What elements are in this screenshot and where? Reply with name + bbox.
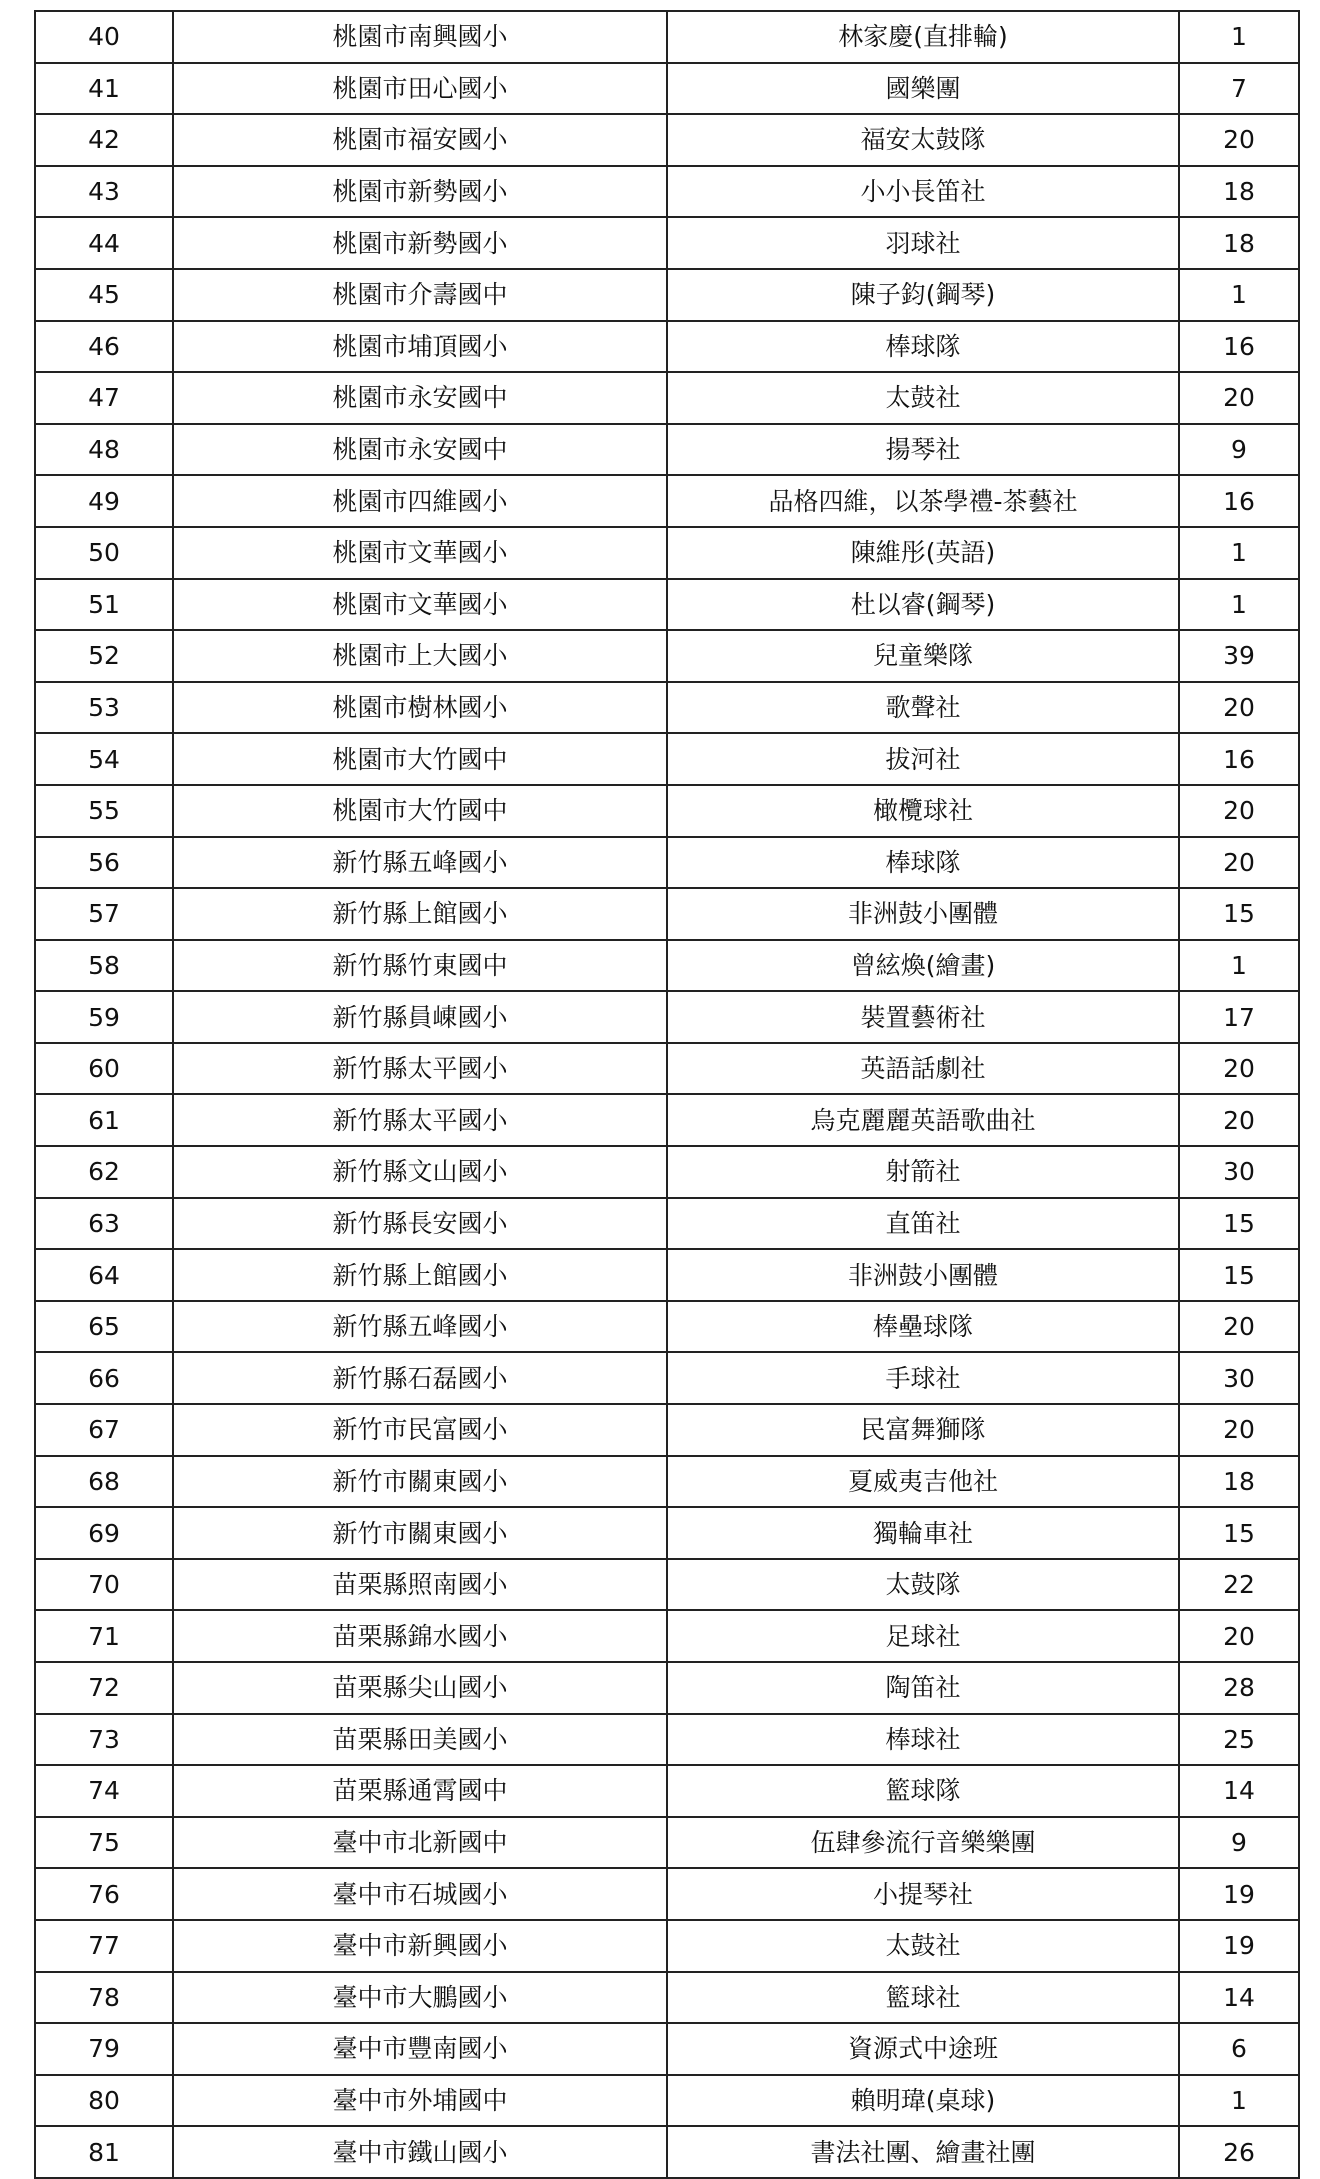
row-number-cell: 42 bbox=[35, 114, 173, 166]
club-name-cell: 夏威夷吉他社 bbox=[667, 1456, 1179, 1508]
club-name-cell: 陶笛社 bbox=[667, 1662, 1179, 1714]
row-number-cell: 73 bbox=[35, 1714, 173, 1766]
school-name-cell: 苗栗縣尖山國小 bbox=[173, 1662, 667, 1714]
table-row bbox=[35, 2023, 1299, 2075]
table-row bbox=[35, 1094, 1299, 1146]
row-number-cell: 58 bbox=[35, 940, 173, 992]
table-row bbox=[35, 1249, 1299, 1301]
school-name-cell: 桃園市文華國小 bbox=[173, 527, 667, 579]
row-number-cell: 46 bbox=[35, 321, 173, 373]
school-name-cell: 桃園市南興國小 bbox=[173, 11, 667, 63]
club-name-cell: 杜以睿(鋼琴) bbox=[667, 579, 1179, 631]
row-number-cell: 71 bbox=[35, 1610, 173, 1662]
participant-count-cell: 9 bbox=[1179, 1817, 1299, 1869]
school-name-cell: 新竹縣長安國小 bbox=[173, 1198, 667, 1250]
club-name-cell: 非洲鼓小團體 bbox=[667, 1249, 1179, 1301]
table-row bbox=[35, 940, 1299, 992]
school-name-cell: 臺中市豐南國小 bbox=[173, 2023, 667, 2075]
school-name-cell: 桃園市四維國小 bbox=[173, 475, 667, 527]
row-number-cell: 69 bbox=[35, 1507, 173, 1559]
club-name-cell: 資源式中途班 bbox=[667, 2023, 1179, 2075]
table-row bbox=[35, 527, 1299, 579]
school-name-cell: 新竹市關東國小 bbox=[173, 1507, 667, 1559]
club-name-cell: 國樂團 bbox=[667, 63, 1179, 115]
club-name-cell: 英語話劇社 bbox=[667, 1043, 1179, 1095]
school-name-cell: 桃園市田心國小 bbox=[173, 63, 667, 115]
participant-count-cell: 19 bbox=[1179, 1868, 1299, 1920]
row-number-cell: 53 bbox=[35, 682, 173, 734]
club-list-table-wrapper bbox=[34, 10, 1298, 2179]
row-number-cell: 43 bbox=[35, 166, 173, 218]
row-number-cell: 75 bbox=[35, 1817, 173, 1869]
table-row bbox=[35, 1301, 1299, 1353]
table-row bbox=[35, 114, 1299, 166]
participant-count-cell: 9 bbox=[1179, 424, 1299, 476]
school-name-cell: 新竹縣太平國小 bbox=[173, 1043, 667, 1095]
club-name-cell: 羽球社 bbox=[667, 217, 1179, 269]
table-row bbox=[35, 1352, 1299, 1404]
table-row bbox=[35, 1610, 1299, 1662]
table-row bbox=[35, 166, 1299, 218]
participant-count-cell: 1 bbox=[1179, 11, 1299, 63]
club-name-cell: 賴明瑋(桌球) bbox=[667, 2075, 1179, 2127]
table-row bbox=[35, 1817, 1299, 1869]
table-row bbox=[35, 733, 1299, 785]
club-list-table bbox=[34, 10, 1300, 2179]
row-number-cell: 59 bbox=[35, 991, 173, 1043]
row-number-cell: 74 bbox=[35, 1765, 173, 1817]
club-name-cell: 射箭社 bbox=[667, 1146, 1179, 1198]
participant-count-cell: 19 bbox=[1179, 1920, 1299, 1972]
club-name-cell: 太鼓隊 bbox=[667, 1559, 1179, 1611]
club-name-cell: 棒球隊 bbox=[667, 321, 1179, 373]
table-body bbox=[35, 11, 1299, 2178]
school-name-cell: 桃園市永安國中 bbox=[173, 424, 667, 476]
school-name-cell: 桃園市文華國小 bbox=[173, 579, 667, 631]
table-row bbox=[35, 1559, 1299, 1611]
school-name-cell: 臺中市新興國小 bbox=[173, 1920, 667, 1972]
club-name-cell: 小小長笛社 bbox=[667, 166, 1179, 218]
row-number-cell: 56 bbox=[35, 837, 173, 889]
club-name-cell: 福安太鼓隊 bbox=[667, 114, 1179, 166]
club-name-cell: 籃球社 bbox=[667, 1972, 1179, 2024]
school-name-cell: 桃園市大竹國中 bbox=[173, 733, 667, 785]
school-name-cell: 新竹市關東國小 bbox=[173, 1456, 667, 1508]
row-number-cell: 49 bbox=[35, 475, 173, 527]
participant-count-cell: 25 bbox=[1179, 1714, 1299, 1766]
participant-count-cell: 7 bbox=[1179, 63, 1299, 115]
table-row bbox=[35, 785, 1299, 837]
club-name-cell: 棒壘球隊 bbox=[667, 1301, 1179, 1353]
row-number-cell: 52 bbox=[35, 630, 173, 682]
row-number-cell: 44 bbox=[35, 217, 173, 269]
row-number-cell: 61 bbox=[35, 1094, 173, 1146]
participant-count-cell: 15 bbox=[1179, 1507, 1299, 1559]
school-name-cell: 新竹縣太平國小 bbox=[173, 1094, 667, 1146]
row-number-cell: 63 bbox=[35, 1198, 173, 1250]
table-row bbox=[35, 682, 1299, 734]
table-row bbox=[35, 1868, 1299, 1920]
school-name-cell: 桃園市新勢國小 bbox=[173, 217, 667, 269]
row-number-cell: 66 bbox=[35, 1352, 173, 1404]
club-name-cell: 兒童樂隊 bbox=[667, 630, 1179, 682]
participant-count-cell: 39 bbox=[1179, 630, 1299, 682]
club-name-cell: 橄欖球社 bbox=[667, 785, 1179, 837]
participant-count-cell: 6 bbox=[1179, 2023, 1299, 2075]
school-name-cell: 桃園市上大國小 bbox=[173, 630, 667, 682]
participant-count-cell: 20 bbox=[1179, 1404, 1299, 1456]
table-row bbox=[35, 1920, 1299, 1972]
club-name-cell: 裝置藝術社 bbox=[667, 991, 1179, 1043]
row-number-cell: 50 bbox=[35, 527, 173, 579]
table-row bbox=[35, 1198, 1299, 1250]
row-number-cell: 67 bbox=[35, 1404, 173, 1456]
row-number-cell: 79 bbox=[35, 2023, 173, 2075]
row-number-cell: 57 bbox=[35, 888, 173, 940]
participant-count-cell: 20 bbox=[1179, 372, 1299, 424]
school-name-cell: 桃園市福安國小 bbox=[173, 114, 667, 166]
row-number-cell: 40 bbox=[35, 11, 173, 63]
row-number-cell: 41 bbox=[35, 63, 173, 115]
club-name-cell: 手球社 bbox=[667, 1352, 1179, 1404]
participant-count-cell: 20 bbox=[1179, 1301, 1299, 1353]
participant-count-cell: 20 bbox=[1179, 785, 1299, 837]
table-row bbox=[35, 1714, 1299, 1766]
club-name-cell: 太鼓社 bbox=[667, 372, 1179, 424]
row-number-cell: 80 bbox=[35, 2075, 173, 2127]
club-name-cell: 拔河社 bbox=[667, 733, 1179, 785]
school-name-cell: 苗栗縣田美國小 bbox=[173, 1714, 667, 1766]
club-name-cell: 曾絃煥(繪畫) bbox=[667, 940, 1179, 992]
row-number-cell: 72 bbox=[35, 1662, 173, 1714]
table-row bbox=[35, 579, 1299, 631]
school-name-cell: 臺中市北新國中 bbox=[173, 1817, 667, 1869]
row-number-cell: 64 bbox=[35, 1249, 173, 1301]
club-name-cell: 足球社 bbox=[667, 1610, 1179, 1662]
participant-count-cell: 20 bbox=[1179, 837, 1299, 889]
school-name-cell: 桃園市永安國中 bbox=[173, 372, 667, 424]
participant-count-cell: 16 bbox=[1179, 733, 1299, 785]
participant-count-cell: 1 bbox=[1179, 2075, 1299, 2127]
participant-count-cell: 1 bbox=[1179, 579, 1299, 631]
school-name-cell: 新竹縣上館國小 bbox=[173, 1249, 667, 1301]
row-number-cell: 70 bbox=[35, 1559, 173, 1611]
participant-count-cell: 20 bbox=[1179, 1610, 1299, 1662]
participant-count-cell: 18 bbox=[1179, 1456, 1299, 1508]
row-number-cell: 68 bbox=[35, 1456, 173, 1508]
row-number-cell: 45 bbox=[35, 269, 173, 321]
table-row bbox=[35, 1972, 1299, 2024]
table-row bbox=[35, 269, 1299, 321]
participant-count-cell: 16 bbox=[1179, 321, 1299, 373]
table-row bbox=[35, 630, 1299, 682]
club-name-cell: 非洲鼓小團體 bbox=[667, 888, 1179, 940]
school-name-cell: 臺中市石城國小 bbox=[173, 1868, 667, 1920]
row-number-cell: 65 bbox=[35, 1301, 173, 1353]
club-name-cell: 棒球隊 bbox=[667, 837, 1179, 889]
school-name-cell: 新竹縣員崠國小 bbox=[173, 991, 667, 1043]
school-name-cell: 新竹縣五峰國小 bbox=[173, 1301, 667, 1353]
school-name-cell: 新竹縣石磊國小 bbox=[173, 1352, 667, 1404]
participant-count-cell: 18 bbox=[1179, 166, 1299, 218]
row-number-cell: 47 bbox=[35, 372, 173, 424]
school-name-cell: 苗栗縣錦水國小 bbox=[173, 1610, 667, 1662]
school-name-cell: 桃園市新勢國小 bbox=[173, 166, 667, 218]
club-name-cell: 林家慶(直排輪) bbox=[667, 11, 1179, 63]
row-number-cell: 48 bbox=[35, 424, 173, 476]
table-row bbox=[35, 372, 1299, 424]
table-row bbox=[35, 424, 1299, 476]
club-name-cell: 伍肆參流行音樂樂團 bbox=[667, 1817, 1179, 1869]
row-number-cell: 54 bbox=[35, 733, 173, 785]
school-name-cell: 苗栗縣照南國小 bbox=[173, 1559, 667, 1611]
school-name-cell: 苗栗縣通霄國中 bbox=[173, 1765, 667, 1817]
school-name-cell: 臺中市大鵬國小 bbox=[173, 1972, 667, 2024]
table-row bbox=[35, 991, 1299, 1043]
school-name-cell: 新竹縣上館國小 bbox=[173, 888, 667, 940]
table-row bbox=[35, 1765, 1299, 1817]
table-row bbox=[35, 2126, 1299, 2178]
club-name-cell: 陳維彤(英語) bbox=[667, 527, 1179, 579]
school-name-cell: 新竹縣竹東國中 bbox=[173, 940, 667, 992]
table-row bbox=[35, 1507, 1299, 1559]
participant-count-cell: 17 bbox=[1179, 991, 1299, 1043]
participant-count-cell: 1 bbox=[1179, 940, 1299, 992]
row-number-cell: 81 bbox=[35, 2126, 173, 2178]
row-number-cell: 55 bbox=[35, 785, 173, 837]
participant-count-cell: 14 bbox=[1179, 1972, 1299, 2024]
club-name-cell: 籃球隊 bbox=[667, 1765, 1179, 1817]
table-row bbox=[35, 1146, 1299, 1198]
table-row bbox=[35, 1043, 1299, 1095]
table-row bbox=[35, 1404, 1299, 1456]
participant-count-cell: 15 bbox=[1179, 1198, 1299, 1250]
table-row bbox=[35, 1456, 1299, 1508]
club-name-cell: 小提琴社 bbox=[667, 1868, 1179, 1920]
table-row bbox=[35, 837, 1299, 889]
table-row bbox=[35, 11, 1299, 63]
club-name-cell: 烏克麗麗英語歌曲社 bbox=[667, 1094, 1179, 1146]
table-row bbox=[35, 217, 1299, 269]
school-name-cell: 桃園市介壽國中 bbox=[173, 269, 667, 321]
club-name-cell: 民富舞獅隊 bbox=[667, 1404, 1179, 1456]
school-name-cell: 桃園市大竹國中 bbox=[173, 785, 667, 837]
school-name-cell: 臺中市外埔國中 bbox=[173, 2075, 667, 2127]
school-name-cell: 新竹縣文山國小 bbox=[173, 1146, 667, 1198]
club-name-cell: 書法社團、繪畫社團 bbox=[667, 2126, 1179, 2178]
table-row bbox=[35, 2075, 1299, 2127]
row-number-cell: 77 bbox=[35, 1920, 173, 1972]
club-name-cell: 獨輪車社 bbox=[667, 1507, 1179, 1559]
participant-count-cell: 20 bbox=[1179, 114, 1299, 166]
participant-count-cell: 20 bbox=[1179, 682, 1299, 734]
participant-count-cell: 16 bbox=[1179, 475, 1299, 527]
row-number-cell: 78 bbox=[35, 1972, 173, 2024]
school-name-cell: 臺中市鐵山國小 bbox=[173, 2126, 667, 2178]
table-row bbox=[35, 475, 1299, 527]
participant-count-cell: 1 bbox=[1179, 527, 1299, 579]
participant-count-cell: 26 bbox=[1179, 2126, 1299, 2178]
club-name-cell: 歌聲社 bbox=[667, 682, 1179, 734]
school-name-cell: 桃園市埔頂國小 bbox=[173, 321, 667, 373]
participant-count-cell: 28 bbox=[1179, 1662, 1299, 1714]
table-row bbox=[35, 63, 1299, 115]
school-name-cell: 新竹縣五峰國小 bbox=[173, 837, 667, 889]
row-number-cell: 60 bbox=[35, 1043, 173, 1095]
participant-count-cell: 15 bbox=[1179, 1249, 1299, 1301]
club-name-cell: 揚琴社 bbox=[667, 424, 1179, 476]
row-number-cell: 51 bbox=[35, 579, 173, 631]
club-name-cell: 直笛社 bbox=[667, 1198, 1179, 1250]
participant-count-cell: 22 bbox=[1179, 1559, 1299, 1611]
participant-count-cell: 18 bbox=[1179, 217, 1299, 269]
row-number-cell: 62 bbox=[35, 1146, 173, 1198]
school-name-cell: 新竹市民富國小 bbox=[173, 1404, 667, 1456]
club-name-cell: 太鼓社 bbox=[667, 1920, 1179, 1972]
participant-count-cell: 20 bbox=[1179, 1043, 1299, 1095]
participant-count-cell: 20 bbox=[1179, 1094, 1299, 1146]
participant-count-cell: 30 bbox=[1179, 1352, 1299, 1404]
club-name-cell: 品格四維，以茶學禮-茶藝社 bbox=[667, 475, 1179, 527]
table-row bbox=[35, 888, 1299, 940]
participant-count-cell: 14 bbox=[1179, 1765, 1299, 1817]
club-name-cell: 陳子鈞(鋼琴) bbox=[667, 269, 1179, 321]
participant-count-cell: 30 bbox=[1179, 1146, 1299, 1198]
club-name-cell: 棒球社 bbox=[667, 1714, 1179, 1766]
row-number-cell: 76 bbox=[35, 1868, 173, 1920]
table-row bbox=[35, 1662, 1299, 1714]
school-name-cell: 桃園市樹林國小 bbox=[173, 682, 667, 734]
table-row bbox=[35, 321, 1299, 373]
participant-count-cell: 15 bbox=[1179, 888, 1299, 940]
participant-count-cell: 1 bbox=[1179, 269, 1299, 321]
